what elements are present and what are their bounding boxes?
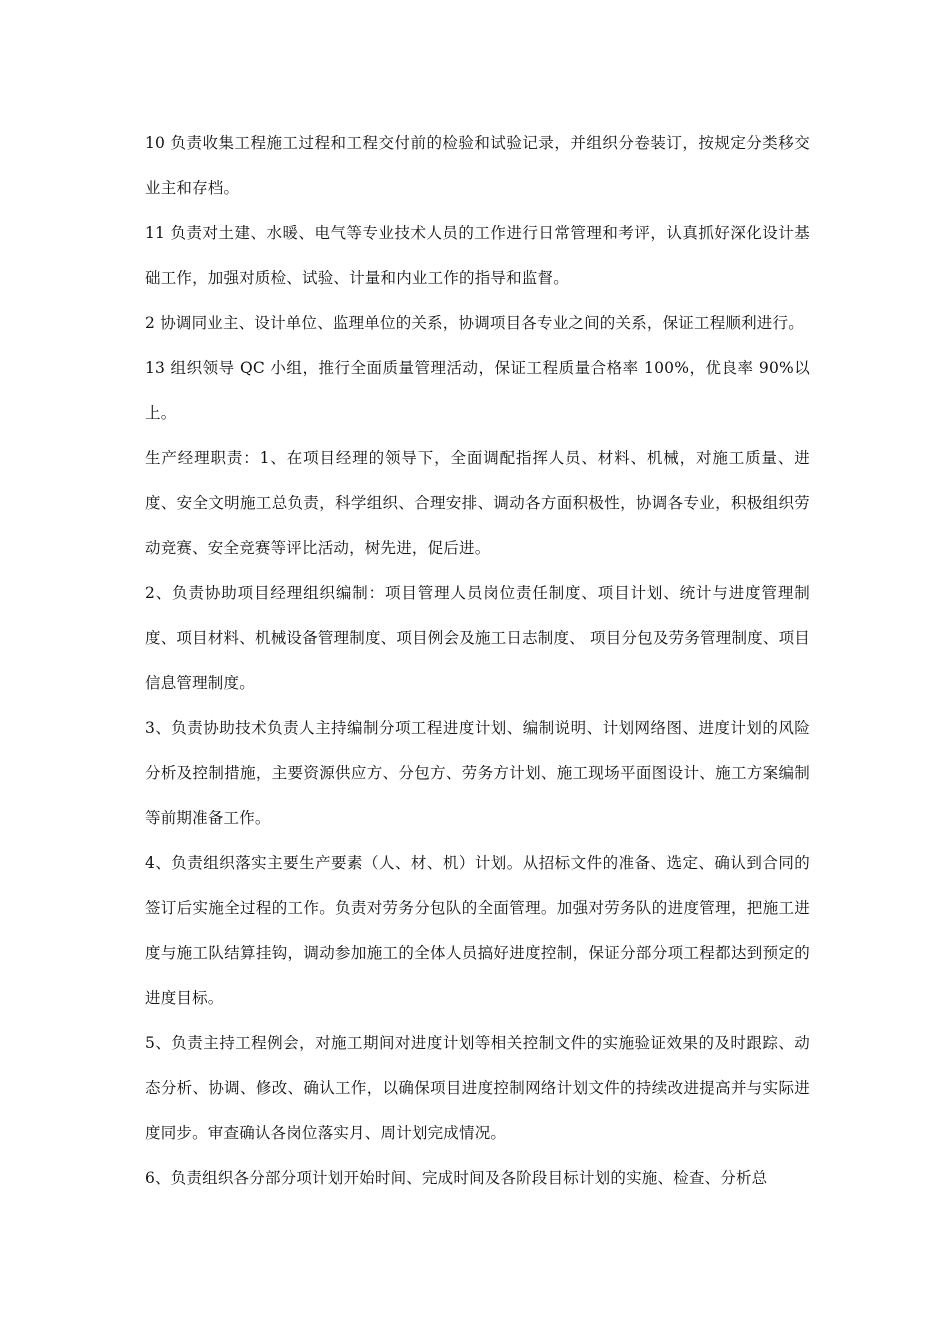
paragraph-production-manager-2: 2、负责协助项目经理组织编制：项目管理人员岗位责任制度、项目计划、统计与进度管理制度、项目材料、机械设备管理制度、项目例会及施工日志制度、 项目分包及劳务管理制度、项目信息管理制度。 (145, 584, 810, 692)
paragraph-13: 13 组织领导 QC 小组，推行全面质量管理活动，保证工程质量合格率 100%，优良率 90%以上。 (145, 359, 810, 422)
paragraph-production-manager-1: 生产经理职责：1、在项目经理的领导下，全面调配指挥人员、材料、机械，对施工质量、进度、安全文明施工总负责，科学组织、合理安排、调动各方面积极性，协调各专业，积极组织劳动竞赛、安全竞赛等评比活动，树先进，促后进。 (145, 449, 810, 557)
paragraph-11: 11 负责对土建、水暖、电气等专业技术人员的工作进行日常管理和考评，认真抓好深化设计基础工作，加强对质检、试验、计量和内业工作的指导和监督。 (145, 224, 810, 287)
paragraph-production-manager-4: 4、负责组织落实主要生产要素（人、材、机）计划。从招标文件的准备、选定、确认到合同的签订后实施全过程的工作。负责对劳务分包队的全面管理。加强对劳务队的进度管理，把施工进度与施工队结算挂钩，调动参加施工的全体人员搞好进度控制，保证分部分项工程都达到预定的进度目标。 (145, 854, 810, 1007)
paragraph-production-manager-3: 3、负责协助技术负责人主持编制分项工程进度计划、编制说明、计划网络图、进度计划的风险分析及控制措施，主要资源供应方、分包方、劳务方计划、施工现场平面图设计、施工方案编制等前期准备工作。 (145, 719, 810, 827)
paragraph-production-manager-5: 5、负责主持工程例会，对施工期间对进度计划等相关控制文件的实施验证效果的及时跟踪、动态分析、协调、修改、确认工作，以确保项目进度控制网络计划文件的持续改进提高并与实际进度同步。审查确认各岗位落实月、周计划完成情况。 (145, 1034, 810, 1142)
paragraph-12: 2 协调同业主、设计单位、监理单位的关系，协调项目各专业之间的关系，保证工程顺利进行。 (145, 314, 804, 332)
paragraph-10: 10 负责收集工程施工过程和工程交付前的检验和试验记录，并组织分卷装订，按规定分类移交业主和存档。 (145, 134, 810, 197)
paragraph-production-manager-6: 6、负责组织各分部分项计划开始时间、完成时间及各阶段目标计划的实施、检查、分析总 (145, 1169, 768, 1187)
document-body (145, 121, 810, 1201)
